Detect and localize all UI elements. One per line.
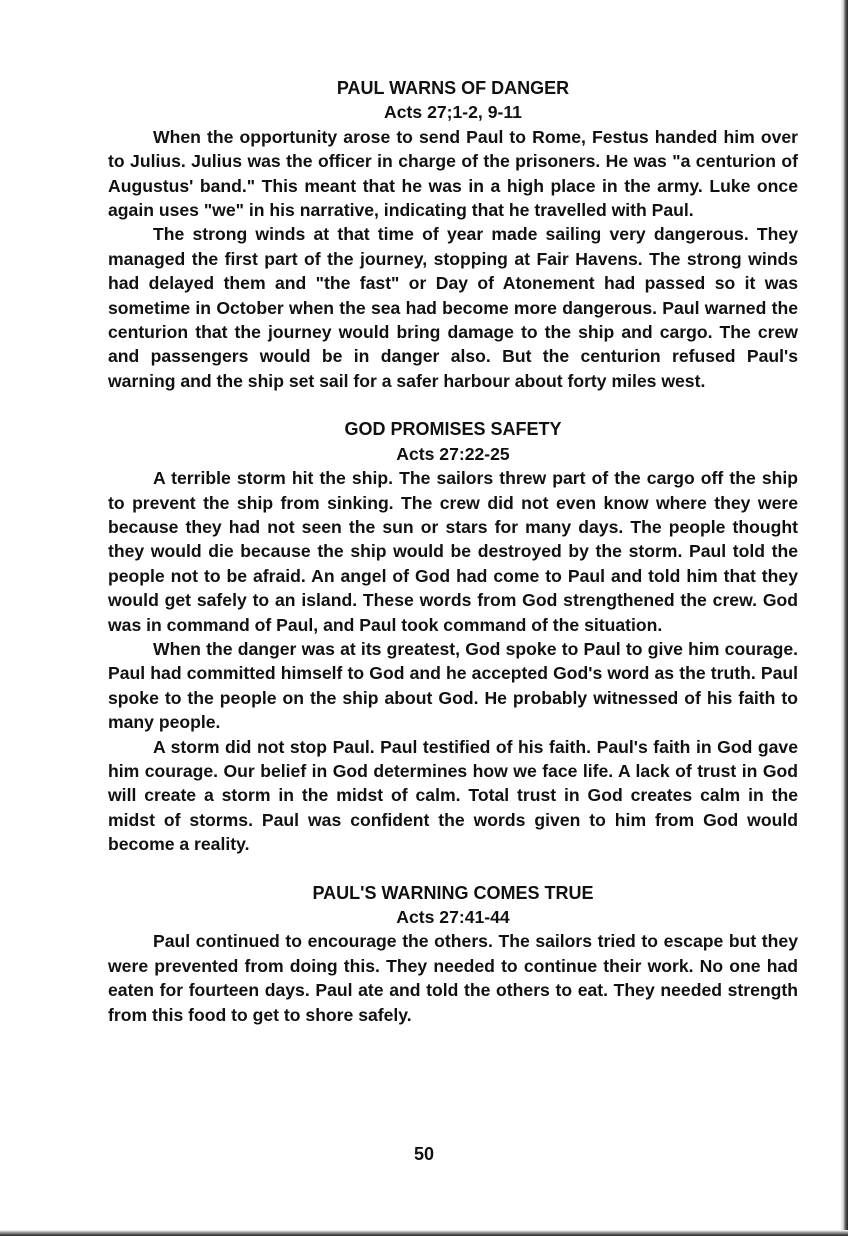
paragraph: When the danger was at its greatest, God spoke to Paul to give him courage. Paul had committed himself to God and he accepted God's word as the truth. Paul spoke to the people on the ship about God. He probably witnessed of his faith to many people. (108, 638, 798, 733)
section-heading: GOD PROMISES SAFETY (344, 419, 562, 440)
paragraph: The strong winds at that time of year made sailing very dangerous. They managed the first part of the journey, stopping at Fair Havens. The strong winds had delayed them and "the fast" or Day of Atonement had passed so it was sometime in October when the sea had become more dangerous. Paul warned the centurion that the journey would bring damage to the ship and cargo. The crew and passengers would be in danger also. But the centurion refused Paul's warning and the ship set sail for a safer harbour about forty miles west. (108, 224, 798, 391)
paragraph: Paul continued to encourage the others. The sailors tried to escape but they were prevented from doing this. They needed to continue their work. No one had eaten for fourteen days. Paul ate and told the others to eat. They needed strength from this food to get to shore safely. (108, 931, 798, 1025)
section-heading: PAUL WARNS OF DANGER (336, 78, 570, 98)
paragraph: When the opportunity arose to send Paul to Rome, Festus handed him over to Julius. Julius was the officer in charge of the prisoners. He was "a centurion of Augustus' band." This meant that he was in a high place in the army. Luke once again uses "we" in his narrative, indicating that he travelled with Paul. (108, 126, 798, 221)
scripture-reference: Acts 27;1-2, 9-11 (384, 102, 522, 123)
page-content (108, 76, 798, 1027)
section-god-promises-safety (108, 417, 798, 856)
page-edge-shadow (840, 0, 848, 1236)
scripture-reference: Acts 27:41-44 (396, 907, 510, 927)
section-heading: PAUL'S WARNING COMES TRUE (312, 882, 594, 903)
section-paul-warns-of-danger (108, 76, 798, 393)
page-edge-bottom (0, 1230, 848, 1236)
paragraph: A terrible storm hit the ship. The sailors threw part of the cargo off the ship to prevent the ship from sinking. The crew did not even know where they were because they had not seen the sun or stars for many days. The people thought they would die because the ship would be destroyed by the storm. Paul told the people not to be afraid. An angel of God had come to Paul and told him that they would get safely to an island. These words from God strengthened the crew. God was in command of Paul, and Paul took command of the situation. (108, 468, 798, 635)
scripture-reference: Acts 27:22-25 (396, 443, 510, 464)
page-number: 50 (413, 1144, 435, 1164)
paragraph: A storm did not stop Paul. Paul testified of his faith. Paul's faith in God gave him courage. Our belief in God determines how we face life. A lack of trust in God will create a storm in the midst of calm. Total trust in God creates calm in the midst of storms. Paul was confident the words given to him from God would become a reality. (108, 736, 798, 855)
section-pauls-warning-comes-true (108, 881, 798, 1027)
